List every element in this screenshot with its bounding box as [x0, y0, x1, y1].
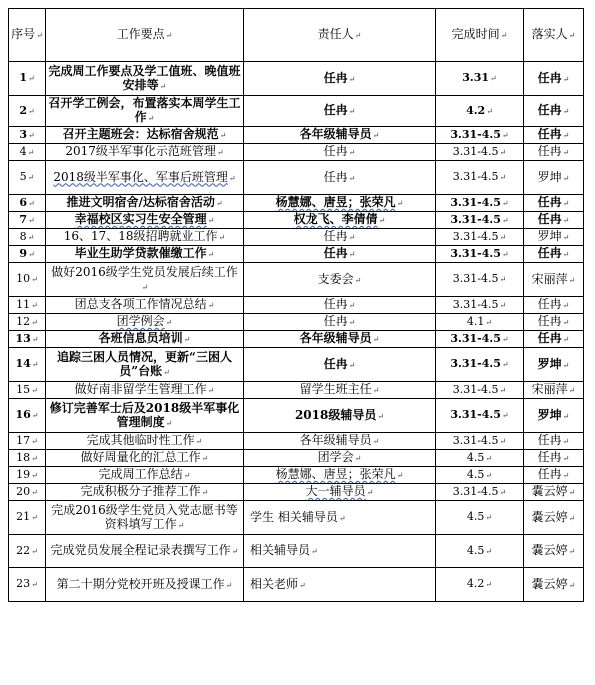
- cell-impl: 任冉↵: [524, 297, 584, 314]
- cell-time: 4.5↵: [436, 467, 524, 484]
- cell-impl: 任冉↵: [524, 212, 584, 229]
- cell-task: 完成2016级学生党员入党志愿书等资料填写工作↵: [46, 501, 244, 535]
- table-row: [9, 195, 584, 212]
- cell-seq: 19↵: [9, 467, 46, 484]
- cell-time: 3.31-4.5↵: [436, 297, 524, 314]
- cell-owner: 各年级辅导员↵: [244, 127, 436, 144]
- cell-time: 3.31-4.5↵: [436, 399, 524, 433]
- cell-time: 3.31-4.5↵: [436, 433, 524, 450]
- table-row: [9, 297, 584, 314]
- cell-time: 3.31-4.5↵: [436, 246, 524, 263]
- cell-seq: 22↵: [9, 535, 46, 568]
- cell-owner: 相关辅导员↵: [244, 535, 436, 568]
- cell-task: 追踪三困人员情况，更新“三困人员”台账↵: [46, 348, 244, 382]
- cell-impl: 任冉↵: [524, 450, 584, 467]
- cell-seq: 21↵: [9, 501, 46, 535]
- table-row: [9, 348, 584, 382]
- cell-task: 做好周量化的汇总工作↵: [46, 450, 244, 467]
- cell-seq: 2↵: [9, 96, 46, 127]
- cell-owner: 任冉↵: [244, 314, 436, 331]
- cell-time: 4.2↵: [436, 96, 524, 127]
- cell-impl: 任冉↵: [524, 433, 584, 450]
- cell-task: 完成其他临时性工作↵: [46, 433, 244, 450]
- table-row: [9, 568, 584, 602]
- table-row: [9, 450, 584, 467]
- table-row: [9, 161, 584, 195]
- cell-owner: 大一辅导员↵: [244, 484, 436, 501]
- cell-task: 2018级半军事化、军事后班管理↵: [46, 161, 244, 195]
- cell-time: 3.31-4.5↵: [436, 382, 524, 399]
- cell-task: 完成周工作总结↵: [46, 467, 244, 484]
- table-row: [9, 331, 584, 348]
- table-row: [9, 382, 584, 399]
- cell-task: 团总支各项工作情况总结↵: [46, 297, 244, 314]
- cell-owner: 杨慧娜、唐昱；张荣凡↵: [244, 467, 436, 484]
- table-row: [9, 433, 584, 450]
- cell-impl: 罗坤↵: [524, 229, 584, 246]
- cell-impl: 任冉↵: [524, 246, 584, 263]
- cell-impl: 罗坤↵: [524, 348, 584, 382]
- cell-owner: 任冉↵: [244, 161, 436, 195]
- cell-time: 4.5↵: [436, 501, 524, 535]
- cell-seq: 6↵: [9, 195, 46, 212]
- table-row: [9, 484, 584, 501]
- cell-task: 完成积极分子推荐工作↵: [46, 484, 244, 501]
- table-row: [9, 212, 584, 229]
- cell-owner: 各年级辅导员↵: [244, 433, 436, 450]
- cell-impl: 任冉↵: [524, 331, 584, 348]
- cell-time: 3.31↵: [436, 62, 524, 96]
- cell-task: 2017级半军事化示范班管理↵: [46, 144, 244, 161]
- cell-seq: 15↵: [9, 382, 46, 399]
- table-row: [9, 127, 584, 144]
- cell-impl: 任冉↵: [524, 467, 584, 484]
- cell-impl: 任冉↵: [524, 127, 584, 144]
- cell-time: 3.31-4.5↵: [436, 229, 524, 246]
- cell-task: 完成党员发展全程记录表撰写工作↵: [46, 535, 244, 568]
- cell-time: 3.31-4.5↵: [436, 331, 524, 348]
- cell-time: 3.31-4.5↵: [436, 484, 524, 501]
- cell-time: 4.1↵: [436, 314, 524, 331]
- cell-time: 3.31-4.5↵: [436, 161, 524, 195]
- table-row: [9, 467, 584, 484]
- cell-owner: 杨慧娜、唐昱；张荣凡↵: [244, 195, 436, 212]
- cell-owner: 任冉↵: [244, 229, 436, 246]
- cell-seq: 18↵: [9, 450, 46, 467]
- cell-task: 第二十期分党校开班及授课工作↵: [46, 568, 244, 602]
- cell-owner: 留学生班主任↵: [244, 382, 436, 399]
- table-row: [9, 263, 584, 297]
- cell-owner: 任冉↵: [244, 62, 436, 96]
- table-row: [9, 314, 584, 331]
- cell-impl: 任冉↵: [524, 96, 584, 127]
- cell-task: 毕业生助学贷款催缴工作↵: [46, 246, 244, 263]
- header-seq: 序号↵: [9, 9, 46, 62]
- cell-task: 幸福校区实习生安全管理↵: [46, 212, 244, 229]
- header-time: 完成时间↵: [436, 9, 524, 62]
- cell-seq: 10↵: [9, 263, 46, 297]
- cell-task: 召开主题班会：达标宿舍规范↵: [46, 127, 244, 144]
- cell-seq: 5↵: [9, 161, 46, 195]
- cell-time: 4.2↵: [436, 568, 524, 602]
- cell-owner: 支委会↵: [244, 263, 436, 297]
- cell-impl: 嚢云婷↵: [524, 535, 584, 568]
- cell-seq: 7↵: [9, 212, 46, 229]
- cell-impl: 任冉↵: [524, 195, 584, 212]
- cell-impl: 嚢云婷↵: [524, 501, 584, 535]
- cell-time: 3.31-4.5↵: [436, 144, 524, 161]
- cell-seq: 1↵: [9, 62, 46, 96]
- cell-time: 3.31-4.5↵: [436, 212, 524, 229]
- cell-time: 4.5↵: [436, 535, 524, 568]
- cell-task: 修订完善军士后及2018级半军事化管理制度↵: [46, 399, 244, 433]
- cell-seq: 3↵: [9, 127, 46, 144]
- cell-impl: 宋丽萍↵: [524, 263, 584, 297]
- cell-task: 各班信息员培训↵: [46, 331, 244, 348]
- cell-task: 完成周工作要点及学工值班、晚值班安排等↵: [46, 62, 244, 96]
- work-plan-table: [8, 8, 584, 602]
- cell-owner: 任冉↵: [244, 348, 436, 382]
- cell-seq: 13↵: [9, 331, 46, 348]
- cell-task: 16、17、18级招聘就业工作↵: [46, 229, 244, 246]
- cell-impl: 任冉↵: [524, 314, 584, 331]
- cell-owner: 任冉↵: [244, 246, 436, 263]
- cell-time: 4.5↵: [436, 450, 524, 467]
- cell-task: 团学例会↵: [46, 314, 244, 331]
- table-row: [9, 535, 584, 568]
- header-impl: 落实人↵: [524, 9, 584, 62]
- cell-seq: 11↵: [9, 297, 46, 314]
- cell-task: 召开学工例会，布置落实本周学生工作↵: [46, 96, 244, 127]
- cell-seq: 4↵: [9, 144, 46, 161]
- cell-seq: 12↵: [9, 314, 46, 331]
- cell-seq: 9↵: [9, 246, 46, 263]
- cell-owner: 权龙飞、李倩倩↵: [244, 212, 436, 229]
- table-row: [9, 501, 584, 535]
- cell-owner: 团学会↵: [244, 450, 436, 467]
- cell-task: 推进文明宿舍/达标宿舍活动↵: [46, 195, 244, 212]
- cell-impl: 罗坤↵: [524, 399, 584, 433]
- cell-time: 3.31-4.5↵: [436, 348, 524, 382]
- cell-task: 做好南非留学生管理工作↵: [46, 382, 244, 399]
- cell-seq: 16↵: [9, 399, 46, 433]
- cell-seq: 17↵: [9, 433, 46, 450]
- work-plan-document: [8, 8, 584, 602]
- cell-owner: 学生 相关辅导员↵: [244, 501, 436, 535]
- table-header-row: [9, 9, 584, 62]
- cell-time: 3.31-4.5↵: [436, 195, 524, 212]
- cell-owner: 任冉↵: [244, 96, 436, 127]
- cell-time: 3.31-4.5↵: [436, 263, 524, 297]
- cell-owner: 任冉↵: [244, 144, 436, 161]
- header-task: 工作要点↵: [46, 9, 244, 62]
- table-row: [9, 96, 584, 127]
- table-row: [9, 229, 584, 246]
- table-row: [9, 144, 584, 161]
- cell-impl: 任冉↵: [524, 62, 584, 96]
- cell-task: 做好2016级学生党员发展后续工作↵: [46, 263, 244, 297]
- table-row: [9, 399, 584, 433]
- table-row: [9, 62, 584, 96]
- table-row: [9, 246, 584, 263]
- cell-seq: 8↵: [9, 229, 46, 246]
- cell-seq: 23↵: [9, 568, 46, 602]
- cell-owner: 任冉↵: [244, 297, 436, 314]
- cell-impl: 宋丽萍↵: [524, 382, 584, 399]
- cell-owner: 2018级辅导员↵: [244, 399, 436, 433]
- header-owner: 责任人↵: [244, 9, 436, 62]
- cell-seq: 14↵: [9, 348, 46, 382]
- cell-seq: 20↵: [9, 484, 46, 501]
- cell-time: 3.31-4.5↵: [436, 127, 524, 144]
- cell-impl: 罗坤↵: [524, 161, 584, 195]
- cell-owner: 各年级辅导员↵: [244, 331, 436, 348]
- cell-impl: 嚢云婷↵: [524, 484, 584, 501]
- cell-owner: 相关老师↵: [244, 568, 436, 602]
- cell-impl: 嚢云婷↵: [524, 568, 584, 602]
- cell-impl: 任冉↵: [524, 144, 584, 161]
